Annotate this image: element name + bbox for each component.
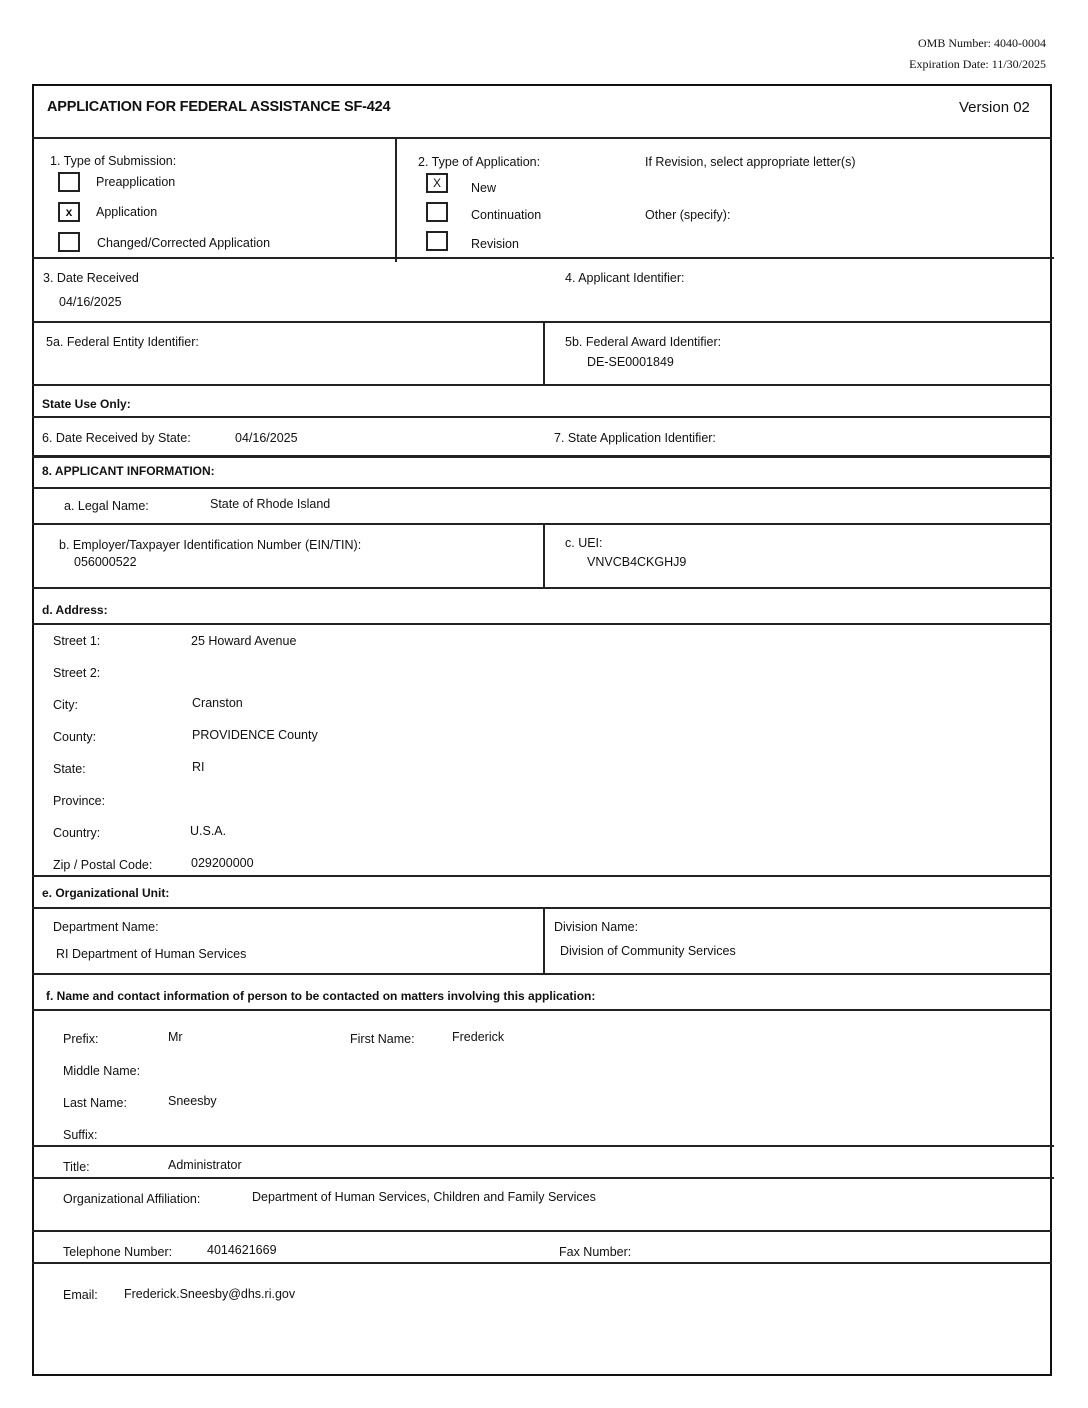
application-checkbox[interactable]: x [58,202,80,222]
email-value[interactable]: Frederick.Sneesby@dhs.ri.gov [124,1287,296,1301]
new-checkbox[interactable]: X [426,173,448,193]
address-heading: d. Address: [42,603,108,617]
divider [32,1009,1052,1011]
department-name-value[interactable]: RI Department of Human Services [56,947,247,961]
federal-entity-identifier-label: 5a. Federal Entity Identifier: [46,335,199,349]
ein-label: b. Employer/Taxpayer Identification Number (EIN/TIN): [59,538,362,552]
changed-corrected-label: Changed/Corrected Application [97,236,271,250]
uei-label: c. UEI: [565,536,603,550]
state-value[interactable]: RI [192,760,205,774]
form-title: APPLICATION FOR FEDERAL ASSISTANCE SF-424 [47,99,391,115]
date-received-value[interactable]: 04/16/2025 [59,295,122,309]
expiration-date: Expiration Date: 11/30/2025 [909,57,1046,71]
country-value[interactable]: U.S.A. [190,824,227,838]
divider [32,321,1052,323]
fax-label: Fax Number: [559,1245,632,1259]
zip-value[interactable]: 029200000 [191,856,254,870]
org-affiliation-label: Organizational Affiliation: [63,1192,201,1206]
divider [32,587,1052,589]
divider [32,623,1052,625]
continuation-label: Continuation [471,208,542,222]
contact-heading: f. Name and contact information of person to be contacted on matters involving this application: [46,989,596,1003]
legal-name-label: a. Legal Name: [64,499,149,513]
org-affiliation-value[interactable]: Department of Human Services, Children and Family Services [252,1190,596,1204]
type-of-application-label: 2. Type of Application: [418,155,541,169]
omb-number: OMB Number: 4040-0004 [918,36,1046,50]
prefix-label: Prefix: [63,1032,99,1046]
city-value[interactable]: Cranston [192,696,243,710]
divider [32,1262,1052,1264]
applicant-identifier-label: 4. Applicant Identifier: [565,271,685,285]
country-label: Country: [53,826,101,840]
title-value[interactable]: Administrator [168,1158,242,1172]
continuation-checkbox[interactable] [426,202,448,222]
zip-label: Zip / Postal Code: [53,858,153,872]
street1-label: Street 1: [53,634,101,648]
date-received-label: 3. Date Received [43,271,139,285]
division-name-label: Division Name: [554,920,639,934]
state-label: State: [53,762,86,776]
new-label: New [471,181,497,195]
email-label: Email: [63,1288,98,1302]
province-label: Province: [53,794,106,808]
divider [32,1177,1054,1179]
division-name-value[interactable]: Division of Community Services [560,944,736,958]
state-application-identifier-label: 7. State Application Identifier: [554,431,716,445]
divider [32,137,1052,139]
telephone-label: Telephone Number: [63,1245,173,1259]
divider [395,139,397,262]
divider [543,322,545,385]
other-specify-label: Other (specify): [645,208,731,222]
department-name-label: Department Name: [53,920,159,934]
legal-name-value[interactable]: State of Rhode Island [210,497,331,511]
date-received-by-state-label: 6. Date Received by State: [42,431,191,445]
divider [543,908,545,974]
applicant-info-heading: 8. APPLICANT INFORMATION: [42,464,215,478]
divider [543,524,545,588]
street1-value[interactable]: 25 Howard Avenue [191,634,297,648]
application-label: Application [96,205,158,219]
last-name-label: Last Name: [63,1096,127,1110]
divider [32,1145,1054,1147]
preapplication-label: Preapplication [96,175,176,189]
federal-award-identifier-value[interactable]: DE-SE0001849 [587,355,674,369]
revision-checkbox[interactable] [426,231,448,251]
middle-name-label: Middle Name: [63,1064,141,1078]
last-name-value[interactable]: Sneesby [168,1094,217,1108]
first-name-label: First Name: [350,1032,415,1046]
preapplication-checkbox[interactable] [58,172,80,192]
form-frame [32,84,1052,1376]
divider [32,875,1052,877]
uei-value[interactable]: VNVCB4CKGHJ9 [587,555,687,569]
divider [32,973,1052,975]
divider [32,523,1052,525]
telephone-value[interactable]: 4014621669 [207,1243,277,1257]
type-of-submission-label: 1. Type of Submission: [50,154,177,168]
divider [32,257,1054,259]
ein-value[interactable]: 056000522 [74,555,137,569]
changed-corrected-checkbox[interactable] [58,232,80,252]
divider [32,455,1052,458]
county-label: County: [53,730,97,744]
form-version: Version 02 [959,99,1030,116]
suffix-label: Suffix: [63,1128,98,1142]
title-label: Title: [63,1160,90,1174]
divider [32,1230,1052,1232]
divider [32,907,1052,909]
date-received-by-state-value[interactable]: 04/16/2025 [235,431,298,445]
county-value[interactable]: PROVIDENCE County [192,728,318,742]
divider [32,487,1052,489]
revision-letters-label: If Revision, select appropriate letter(s) [645,155,856,169]
state-use-only-heading: State Use Only: [42,397,131,411]
street2-label: Street 2: [53,666,101,680]
federal-award-identifier-label: 5b. Federal Award Identifier: [565,335,722,349]
city-label: City: [53,698,78,712]
first-name-value[interactable]: Frederick [452,1030,505,1044]
divider [32,416,1052,418]
prefix-value[interactable]: Mr [168,1030,183,1044]
divider [32,384,1052,386]
org-unit-heading: e. Organizational Unit: [42,886,170,900]
revision-label: Revision [471,237,519,251]
